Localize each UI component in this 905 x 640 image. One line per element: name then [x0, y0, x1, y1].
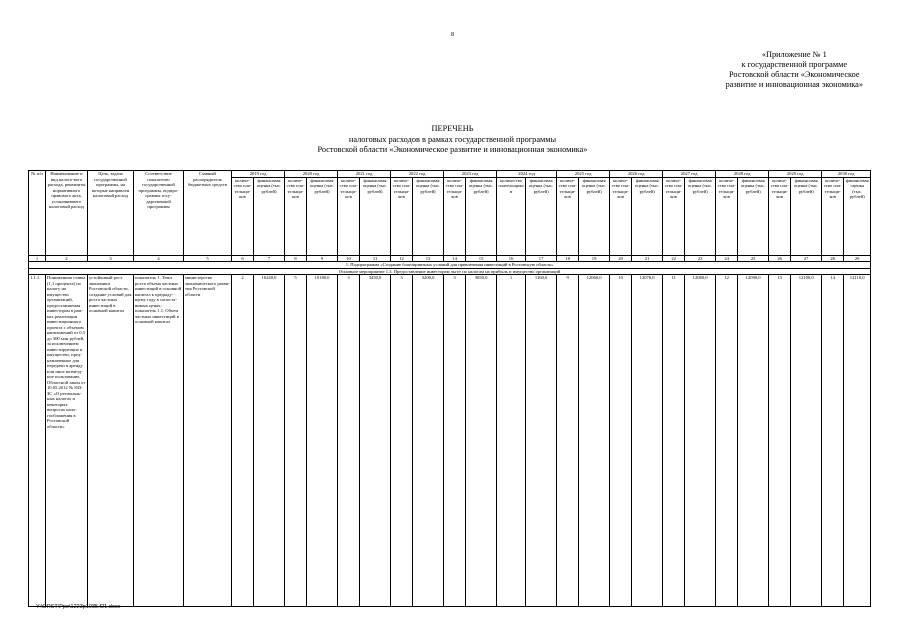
appendix-line-4: развитие и инновационная экономика»: [725, 80, 863, 89]
row-value: 3: [444, 275, 466, 607]
header-year: 2025 год: [557, 171, 610, 178]
header-year: 2019 год: [232, 171, 285, 178]
row-value: 16240,0: [254, 275, 285, 607]
header-qty: количество плательщиков: [497, 177, 526, 255]
header-name: Наименование и вид налого-вого расхода, реквизиты нормативного правового акта, установившего налоговый расход: [46, 171, 88, 256]
row-value: 1160,0: [526, 275, 557, 607]
header-fin: финансовая оценка (тыс. рублей): [526, 177, 557, 255]
header-fin: финансовая оценка (тыс. рублей): [844, 177, 871, 255]
appendix-line-3: Ростовской области «Экономическое: [729, 70, 860, 79]
col-num: 1: [29, 255, 46, 262]
header-year: 2028 год: [716, 171, 769, 178]
title-line-2: налоговых расходов в рамках государственной программы: [348, 134, 557, 144]
row-value: 12070,0: [632, 275, 663, 607]
col-num: 8: [285, 255, 307, 262]
row-value: 11: [663, 275, 685, 607]
header-fin: финансовая оценка (тыс. рублей): [360, 177, 391, 255]
header-fin: финансовая оценка (тыс. рублей): [685, 177, 716, 255]
page-number: 8: [451, 32, 454, 38]
col-num: 24: [716, 255, 738, 262]
header-fin: финансовая оценка (тыс. рублей): [738, 177, 769, 255]
header-year: 2029 год: [769, 171, 822, 178]
title-line-3: Ростовской области «Экономическое развитие и инновационная экономика»: [317, 145, 588, 154]
header-indicator: Соответствие показателю государственной программы, подпрограммы государственной программы: [134, 171, 184, 256]
header-year: 2030 год: [822, 171, 871, 178]
header-qty: количество плательщиков: [663, 177, 685, 255]
row-value: 12090,0: [738, 275, 769, 607]
appendix-block: [726, 50, 863, 90]
header-manager: Главный распорядитель бюджетных средств: [184, 171, 232, 256]
row-value: 3: [391, 275, 413, 607]
row-value: 3200,0: [413, 275, 444, 607]
col-num: 25: [738, 255, 769, 262]
col-num: 16: [497, 255, 526, 262]
col-num: 3: [88, 255, 134, 262]
col-num: 29: [844, 255, 871, 262]
col-num: 28: [822, 255, 844, 262]
row-value: 13: [769, 275, 791, 607]
header-qty: количество плательщиков: [610, 177, 632, 255]
col-num: 19: [579, 255, 610, 262]
col-num: 15: [466, 255, 497, 262]
header-fin: финансовая оценка (тыс. рублей): [632, 177, 663, 255]
header-qty: количество плательщиков: [822, 177, 844, 255]
header-year: 2026 год: [610, 171, 663, 178]
header-qty: количество плательщиков: [338, 177, 360, 255]
col-num: 20: [610, 255, 632, 262]
header-year: 2023 год: [444, 171, 497, 178]
header-qty: количество плательщиков: [391, 177, 413, 255]
row-value: 12100,0: [791, 275, 822, 607]
appendix-line-1: «Приложение № 1: [761, 50, 827, 59]
header-qty: количество плательщиков: [285, 177, 307, 255]
header-fin: финансовая оценка (тыс. рублей): [307, 177, 338, 255]
col-num: 21: [632, 255, 663, 262]
row-value: 2: [232, 275, 254, 607]
row-value: 10180,0: [307, 275, 338, 607]
row-name: Пониженная ставка (1,1 процента) по налогу на имущество организаций, предоставляемая инвесторам в рамках реализации инвестиционного проекта с объемом капвложений от 0,5 до 300 млн рублей, за исключением инвестирующих в имущество, предназначенное для передачи в аренду или иное возмездное пользование, Областной закон от 10.05.2012 № 843-ЗС «О региональных налогах и некоторых вопросах налогообложения в Ростовской области»: [46, 275, 88, 607]
row-manager: министерство экономического развития Ростовской области: [184, 275, 232, 607]
col-num: 26: [769, 255, 791, 262]
row-value: 12110,0: [844, 275, 871, 607]
row-goal: устойчивый рост экономики Ростовской области, создание условий для роста частных инвестиций в основной капитал: [88, 275, 134, 607]
header-fin: финансовая оценка (тыс. рублей): [579, 177, 610, 255]
row-value: 9: [557, 275, 579, 607]
header-year: 2027 год: [663, 171, 716, 178]
row-value: 12: [716, 275, 738, 607]
row-indicator: показатель 1. Темп роста объема частных инвестиций в основной капитал к предыдущему году в сопоставимых ценах; показатель 1.1. Объем частных инвестиций в основной капитал: [134, 275, 184, 607]
row-number: 1.1.1.: [29, 275, 46, 607]
row-value: 14: [822, 275, 844, 607]
col-num: 13: [413, 255, 444, 262]
header-year: 2022 год: [391, 171, 444, 178]
header-qty: количество плательщиков: [769, 177, 791, 255]
col-num: 6: [232, 255, 254, 262]
header-qty: количество плательщиков: [557, 177, 579, 255]
col-num: 5: [184, 255, 232, 262]
main-event-title: Основное мероприятие 1.3. Предоставление инвесторам льгот по налогам на прибыль и имущество организаций: [29, 268, 871, 275]
header-qty: количество плательщиков: [232, 177, 254, 255]
row-value: 10: [610, 275, 632, 607]
row-value: 1: [497, 275, 526, 607]
document-title: [0, 124, 905, 156]
col-num: 27: [791, 255, 822, 262]
col-num: 9: [307, 255, 338, 262]
header-fin: финансовая оценка (тыс. рублей): [254, 177, 285, 255]
header-year: 2024 год: [497, 171, 557, 178]
tax-expenditures-table: [28, 170, 871, 607]
header-fin: финансовая оценка (тыс. рублей): [413, 177, 444, 255]
row-value: 3050,0: [466, 275, 497, 607]
col-num: 12: [391, 255, 413, 262]
col-num: 4: [134, 255, 184, 262]
header-fin: финансовая оценка (тыс. рублей): [466, 177, 497, 255]
col-num: 10: [338, 255, 360, 262]
header-year: 2020 год: [285, 171, 338, 178]
header-num: № п/п: [29, 171, 46, 256]
col-num: 11: [360, 255, 391, 262]
header-year: 2021 год: [338, 171, 391, 178]
title-line-1: ПЕРЕЧЕНЬ: [431, 124, 474, 133]
file-path-footer: Y:\ORST\Ppo\1223p1085.f21.docx: [36, 604, 121, 610]
col-num: 7: [254, 255, 285, 262]
appendix-line-2: к государственной программе: [741, 60, 848, 69]
header-qty: количество плательщиков: [444, 177, 466, 255]
col-num: 14: [444, 255, 466, 262]
row-value: 5: [285, 275, 307, 607]
row-value: 3450,0: [360, 275, 391, 607]
row-value: 3: [338, 275, 360, 607]
col-num: 18: [557, 255, 579, 262]
row-value: 12060,0: [579, 275, 610, 607]
header-goal: Цель, задача государственной программы, на которые направлен налоговый расход: [88, 171, 134, 256]
table-row: [29, 275, 871, 607]
col-num: 17: [526, 255, 557, 262]
col-num: 2: [46, 255, 88, 262]
header-qty: количество плательщиков: [716, 177, 738, 255]
subprogram-title: 1. Подпрограмма «Создание благоприятных условий для привлечения инвестиций в Ростовскую область»: [29, 262, 871, 269]
col-num: 22: [663, 255, 685, 262]
header-fin: финансовая оценка (тыс. рублей): [791, 177, 822, 255]
col-num: 23: [685, 255, 716, 262]
row-value: 12080,0: [685, 275, 716, 607]
